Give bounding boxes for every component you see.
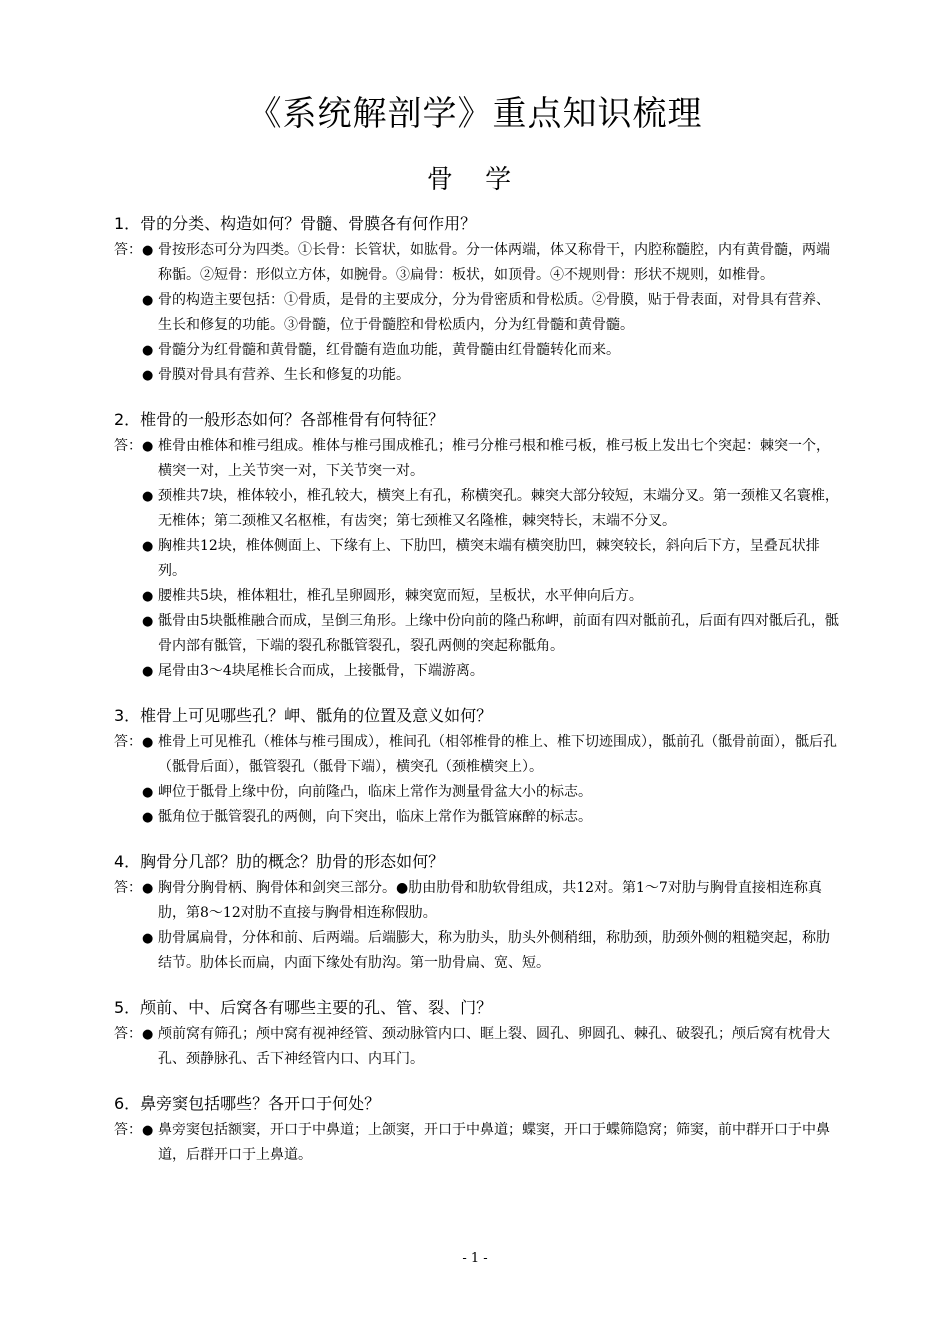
section-heading: 骨 学 [426, 165, 524, 195]
answer-body [114, 730, 840, 830]
answer-text: 骨髓分为红骨髓和黄骨髓，红骨髓有造血功能，黄骨髓由红骨髓转化而来。 [158, 342, 620, 358]
bullet-icon: ● [142, 368, 154, 383]
qa-block [114, 408, 840, 684]
document-title: 《系统解剖学》重点知识梳理 [247, 94, 703, 134]
bullet-icon: ● [142, 439, 154, 454]
question-heading: 2．椎骨的一般形态如何？各部椎骨有何特征？ [114, 410, 445, 429]
answer-point [142, 288, 840, 338]
answer-text: 骶骨由5块骶椎融合而成，呈倒三角形。上缘中份向前的隆凸称岬，前面有四对骶前孔，后面有四对骶后孔，骶骨内部有骶管，下端的裂孔称骶管裂孔，裂孔两侧的突起称骶角。 [158, 613, 839, 654]
answer-text: 骨的构造主要包括：①骨质，是骨的主要成分，分为骨密质和骨松质。②骨膜，贴于骨表面，对骨具有营养、生长和修复的功能。③骨髓，位于骨髓腔和骨松质内，分为红骨髓和黄骨髓。 [158, 292, 830, 333]
answer-point [142, 238, 840, 288]
answer-point [142, 780, 840, 805]
page-number: - 1 - [462, 1251, 488, 1266]
qa-block [114, 850, 840, 976]
answer-point [142, 484, 840, 534]
answer-text: 椎骨上可见椎孔（椎体与椎弓围成），椎间孔（相邻椎骨的椎上、椎下切迹围成），骶前孔（骶骨前面），骶后孔（骶骨后面），骶管裂孔（骶骨下端），横突孔（颈椎横突上）。 [158, 734, 837, 775]
answer-label: 答： [114, 734, 142, 750]
answer-text: 岬位于骶骨上缘中份，向前隆凸，临床上常作为测量骨盆大小的标志。 [158, 784, 592, 800]
qa-list [114, 212, 840, 1188]
bullet-icon: ● [142, 785, 154, 800]
question-heading: 3．椎骨上可见哪些孔？岬、骶角的位置及意义如何？ [114, 706, 493, 725]
bullet-icon: ● [142, 614, 154, 629]
answer-point [142, 434, 840, 484]
answer-point [142, 805, 840, 830]
bullet-icon: ● [142, 1123, 154, 1138]
answer-text: 骶角位于骶管裂孔的两侧，向下突出，临床上常作为骶管麻醉的标志。 [158, 809, 592, 825]
answer-body [114, 238, 840, 388]
bullet-icon: ● [142, 539, 154, 554]
answer-text: 胸骨分胸骨柄、胸骨体和剑突三部分。●肋由肋骨和肋软骨组成，共12对。第1～7对肋与胸骨直接相连称真肋，第8～12对肋不直接与胸骨相连称假肋。 [158, 880, 822, 921]
bullet-icon: ● [142, 931, 154, 946]
answer-point [142, 926, 840, 976]
bullet-icon: ● [142, 1027, 154, 1042]
qa-block [114, 996, 840, 1072]
bullet-icon: ● [142, 735, 154, 750]
bullet-icon: ● [142, 589, 154, 604]
answer-body [114, 876, 840, 976]
answer-label: 答： [114, 1122, 142, 1138]
answer-text: 骨膜对骨具有营养、生长和修复的功能。 [158, 367, 410, 383]
qa-block [114, 1092, 840, 1168]
answer-text: 骨按形态可分为四类。①长骨：长管状，如肱骨。分一体两端，体又称骨干，内腔称髓腔，内有黄骨髓，两端称骺。②短骨：形似立方体，如腕骨。③扁骨：板状，如顶骨。④不规则骨：形状不规则，如椎骨。 [158, 242, 830, 283]
answer-point [142, 609, 840, 659]
question-heading: 4．胸骨分几部？肋的概念？肋骨的形态如何？ [114, 852, 445, 871]
bullet-icon: ● [142, 343, 154, 358]
qa-block [114, 212, 840, 388]
answer-point [142, 534, 840, 584]
answer-label: 答： [114, 438, 142, 454]
answer-label: 答： [114, 242, 142, 258]
answer-text: 颈椎共7块，椎体较小，椎孔较大，横突上有孔，称横突孔。棘突大部分较短，末端分叉。第一颈椎又名寰椎，无椎体；第二颈椎又名枢椎，有齿突；第七颈椎又名隆椎，棘突特长，末端不分叉。 [158, 488, 839, 529]
answer-body [114, 434, 840, 684]
answer-label: 答： [114, 1026, 142, 1042]
answer-text: 颅前窝有筛孔；颅中窝有视神经管、颈动脉管内口、眶上裂、圆孔、卵圆孔、棘孔、破裂孔；颅后窝有枕骨大孔、颈静脉孔、舌下神经管内口、内耳门。 [158, 1026, 830, 1067]
bullet-icon: ● [142, 293, 154, 308]
question-heading: 6．鼻旁窦包括哪些？各开口于何处？ [114, 1094, 381, 1113]
answer-point [142, 659, 840, 684]
answer-body [114, 1022, 840, 1072]
answer-point [142, 876, 840, 926]
question-heading: 1．骨的分类、构造如何？骨髓、骨膜各有何作用？ [114, 214, 477, 233]
answer-point [142, 584, 840, 609]
answer-point [142, 1118, 840, 1168]
bullet-icon: ● [142, 664, 154, 679]
bullet-icon: ● [142, 243, 154, 258]
answer-text: 椎骨由椎体和椎弓组成。椎体与椎弓围成椎孔；椎弓分椎弓根和椎弓板，椎弓板上发出七个突起：棘突一个，横突一对，上关节突一对，下关节突一对。 [158, 438, 830, 479]
answer-text: 腰椎共5块，椎体粗壮，椎孔呈卵圆形，棘突宽而短，呈板状，水平伸向后方。 [158, 588, 643, 604]
answer-text: 鼻旁窦包括额窦，开口于中鼻道；上颌窦，开口于中鼻道；蝶窦，开口于蝶筛隐窝；筛窦，前中群开口于中鼻道，后群开口于上鼻道。 [158, 1122, 830, 1163]
answer-point [142, 363, 840, 388]
bullet-icon: ● [142, 881, 154, 896]
answer-body [114, 1118, 840, 1168]
bullet-icon: ● [142, 810, 154, 825]
answer-text: 肋骨属扁骨，分体和前、后两端。后端膨大，称为肋头，肋头外侧稍细，称肋颈，肋颈外侧的粗糙突起，称肋结节。肋体长而扁，内面下缘处有肋沟。第一肋骨扁、宽、短。 [158, 930, 830, 971]
answer-point [142, 1022, 840, 1072]
question-heading: 5．颅前、中、后窝各有哪些主要的孔、管、裂、门？ [114, 998, 493, 1017]
answer-text: 胸椎共12块，椎体侧面上、下缘有上、下肋凹，横突末端有横突肋凹，棘突较长，斜向后下方，呈叠瓦状排列。 [158, 538, 820, 579]
qa-block [114, 704, 840, 830]
answer-label: 答： [114, 880, 142, 896]
answer-point [142, 338, 840, 363]
answer-point [142, 730, 840, 780]
bullet-icon: ● [142, 489, 154, 504]
answer-text: 尾骨由3～4块尾椎长合而成，上接骶骨，下端游离。 [158, 663, 484, 679]
